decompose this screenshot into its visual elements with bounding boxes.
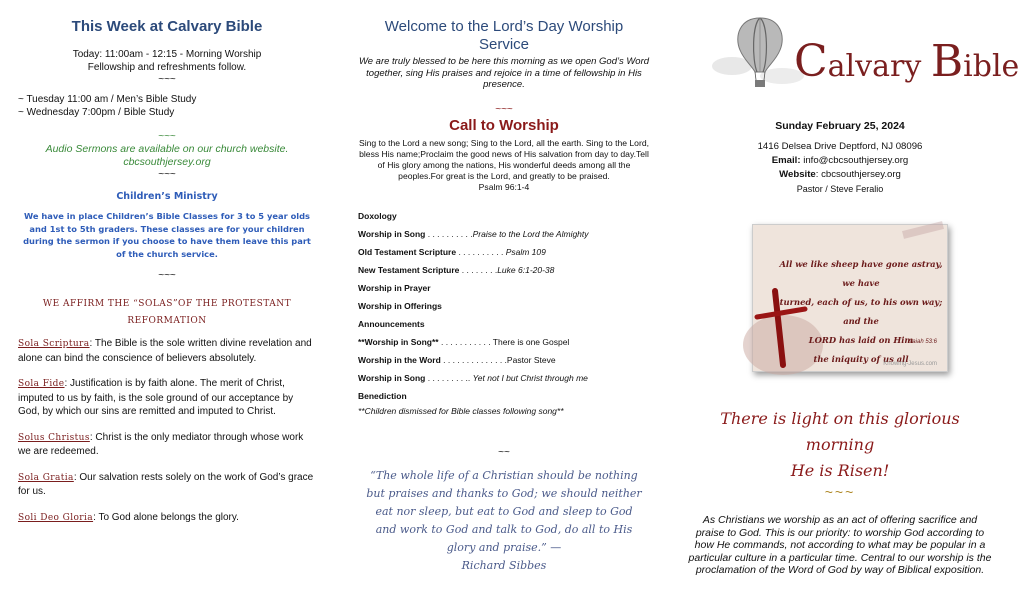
fellowship-line: Fellowship and refreshments follow. — [87, 61, 247, 73]
children-dismissed-note: **Children dismissed for Bible classes following song** — [358, 405, 564, 416]
service-item: **Worship in Song** . . . . . . . . . . . There is one Gospel — [358, 336, 570, 347]
service-item: Old Testament Scripture . . . . . . . . . . Psalm 109 — [358, 246, 546, 257]
divider-tilde: ~~~ — [158, 270, 176, 281]
sola-text: : The Bible is the sole written divine revelation and alone can bind the conscience of believers absolutely. — [18, 338, 312, 364]
divider-tilde: ~~~ — [158, 169, 176, 180]
sola-text: : Our salvation rests solely on the work of God’s grace for us. — [18, 471, 314, 497]
sola-name: Sola Scriptura — [18, 339, 90, 349]
call-to-worship-reference: Psalm 96:1-4 — [478, 181, 530, 192]
welcome-title-line1: Welcome to the Lord’s Day Worship — [384, 18, 624, 35]
welcome-intro: We are truly blessed to be here this morning as we open God’s Word together, sing His praises and rejoice in a time of fellowship in His presence. — [358, 56, 650, 90]
sola-name: Solus Christus — [18, 432, 90, 443]
service-date: Sunday February 25, 2024 — [775, 120, 905, 132]
sola-name: Sola Gratia — [18, 472, 74, 483]
service-item: Doxology — [358, 210, 397, 221]
childrens-ministry-text: We have in place Children’s Bible Classes for 3 to 5 year olds and 1st to 5th graders. These classes are for your children during the sermon if you choose to have them leave this part of the church service. — [23, 211, 311, 259]
church-website: Website: cbcsouthjersey.org — [779, 169, 901, 180]
wednesday-event: ~ Wednesday 7:00pm / Bible Study — [18, 106, 175, 118]
today-line: Today: 11:00am - 12:15 - Morning Worship — [72, 49, 262, 60]
sibbes-quote: “The whole life of a Christian should be nothing but praises and thanks to God; we should neither eat nor sleep, but eat to God and sleep to God and work to God and talk to God, do all to His glory and praise.” — — [366, 468, 642, 554]
welcome-title-line2: Service — [478, 36, 530, 53]
solas-list — [18, 337, 316, 525]
childrens-ministry-heading: Children’s Ministry — [116, 191, 218, 202]
pastor-name: Pastor / Steve Feralio — [796, 184, 884, 194]
sola-name: Sola Fide — [18, 379, 65, 389]
sola-text: : To God alone belongs the glory. — [93, 511, 239, 523]
sola-item — [18, 337, 316, 365]
divider-tilde: ~~~ — [158, 74, 176, 85]
sola-item — [18, 471, 316, 499]
solas-heading-line2: REFORMATION — [127, 316, 207, 326]
service-item: Benediction — [358, 390, 407, 401]
worship-priority-text: As Christians we worship as an act of offering sacrifice and praise to God. This is our priority: to worship God according to how He commands, not according to what may be popular in a particular culture in a particular time. Central to our worship is the proclamation of the Word of God by way of Biblical exposition. — [688, 514, 992, 577]
light-line: There is light on this glorious morning — [720, 409, 960, 454]
call-to-worship-title: Call to Worship — [449, 116, 559, 134]
church-info-panel — [672, 0, 1019, 612]
welcome-title — [358, 18, 650, 54]
sola-name: Soli Deo Gloria — [18, 512, 94, 523]
service-item: Worship in Offerings — [358, 300, 442, 311]
service-item: Worship in Prayer — [358, 282, 431, 293]
easter-message — [688, 406, 992, 577]
sola-item — [18, 511, 316, 526]
church-name: Calvary Bible — [794, 36, 1019, 87]
divider-tilde: ~~~ — [824, 484, 856, 500]
verse-watermark: Knowing-Jesus.com — [883, 361, 937, 367]
divider-tilde: ~~~ — [495, 103, 513, 115]
church-address: 1416 Delsea Drive Deptford, NJ 08096 — [757, 141, 923, 152]
service-item: Worship in Song . . . . . . . . . .Praise to the Lord the Almighty — [358, 228, 589, 239]
sola-item — [18, 377, 316, 419]
isaiah-verse-text: All we like sheep have gone astray, we have turned, each of us, to his own way; and the LORD has laid on Him the iniquity of us all — [779, 259, 943, 364]
divider-tilde: ~~ — [498, 446, 510, 458]
audio-sermons-website: cbcsouthjersey.org — [123, 156, 211, 168]
service-item: Worship in Song . . . . . . . . .. Yet not I but Christ through me — [358, 372, 588, 383]
call-to-worship-text: Sing to the Lord a new song; Sing to the Lord, all the earth. Sing to the Lord, bless His name;Proclaim the good news of His salvation from day to day.Tell of His glory among the nations, His wonderful deeds among all the peoples.For great is the Lord, and greatly to be praised. — [359, 137, 649, 181]
divider-tilde: ~~~ — [158, 131, 176, 142]
sola-item — [18, 431, 316, 459]
this-week-panel — [0, 0, 336, 612]
worship-order-panel — [336, 0, 672, 612]
sola-text: : Justification is by faith alone. The merit of Christ, imputed to us by faith, is the sole ground of our acceptance by God, by which our sins are remitted and imputed to Christ. — [18, 378, 294, 417]
service-item: Worship in the Word . . . . . . . . . . . . . .Pastor Steve — [358, 354, 556, 365]
solas-heading-line1: WE AFFIRM THE “SOLAS”OF THE PROTESTANT — [42, 299, 292, 309]
risen-line: He is Risen! — [790, 461, 890, 480]
isaiah-verse-image — [752, 224, 948, 372]
order-of-service — [358, 207, 650, 417]
verse-reference: Isaiah 53:6 — [907, 339, 937, 345]
tuesday-event: ~ Tuesday 11:00 am / Men’s Bible Study — [18, 94, 197, 105]
audio-sermons-line: Audio Sermons are available on our church website. — [45, 143, 289, 155]
quote-author: Richard Sibbes — [461, 558, 547, 572]
church-email: Email: info@cbcsouthjersey.org — [771, 155, 909, 166]
this-week-title: This Week at Calvary Bible — [71, 18, 263, 35]
service-item: Announcements — [358, 318, 425, 329]
church-logo — [688, 0, 1019, 110]
solas-heading — [18, 296, 316, 330]
sola-text: : Christ is the only mediator through whose work we are redeemed. — [18, 431, 304, 457]
service-item: New Testament Scripture . . . . . . . .Luke 6:1-20-38 — [358, 264, 555, 275]
